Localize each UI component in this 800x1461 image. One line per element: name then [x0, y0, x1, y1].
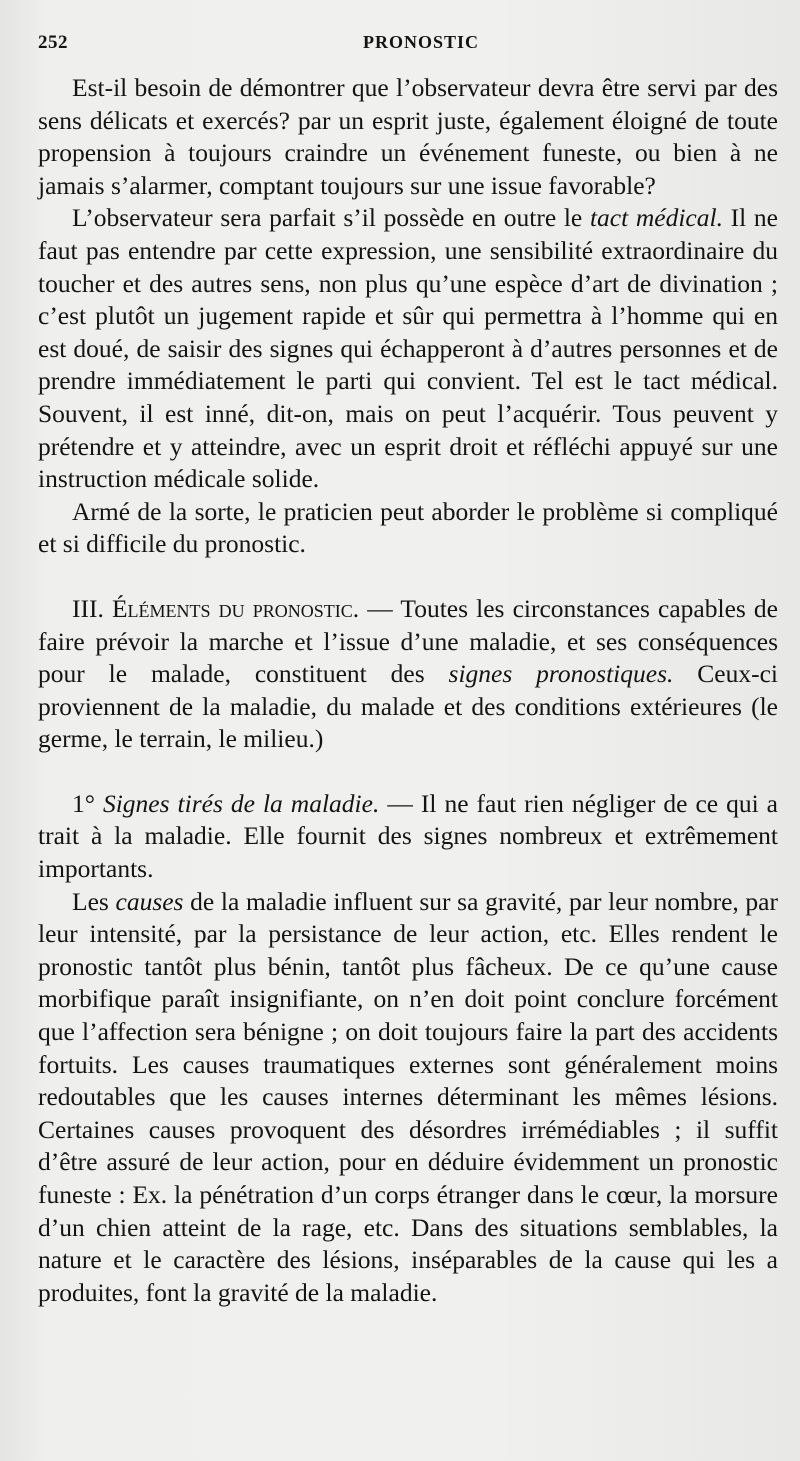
running-title: PRONOSTIC: [362, 32, 479, 52]
paragraph-text: — Il ne faut rien négliger de ce qui a trait à la maladie. Elle fournit des signes nombreux et extrêmement importants.: [38, 788, 779, 884]
body-text: [38, 72, 778, 1309]
paragraph-tact-medical: [38, 202, 778, 495]
paragraph-text: Ceux-ci proviennent de la maladie, du malade et des conditions extérieures (le germe, le terrain, le milieu.): [38, 659, 778, 754]
italic-term: signes pronostiques.: [448, 659, 674, 689]
subsection-heading: Signes tirés de la maladie.: [102, 788, 380, 818]
paragraph-causes: [38, 886, 778, 1310]
paragraph-observer-senses: Est-il besoin de démontrer que l’observateur devra être servi par des sens délicats et exercés? par un esprit juste, également éloigné de toute propension à toujours craindre un événement funeste, ou bien à ne jamais s’alarmer, comptant toujours sur une issue favorable?: [38, 73, 778, 200]
paragraph-text: L’observateur sera parfait s’il possède en outre le: [72, 203, 590, 233]
paragraph-section-iii: [38, 593, 778, 756]
running-head: [38, 32, 764, 60]
paragraph-signes-maladie: [38, 788, 778, 886]
paragraph-text: de la maladie influent sur sa gravité, par leur nombre, par leur intensité, par la persistance de leur action, etc. Elles rendent le pronostic tantôt plus bénin, tantôt plus fâcheux. De ce qu’une cause morbifique paraît insignifiante, on n’en doit point conclure forcément que l’affection sera bénigne ; on doit toujours faire la part des accidents fortuits. Les causes traumatiques externes sont généralement moins redoutables que les causes internes déterminant les mêmes lésions. Certaines causes provoquent des désordres irrémédiables ; il suffit d’être assuré de leur action, pour en déduire évidemment un pronostic funeste : Ex. la pénétration d’un corps étranger dans le cœur, la morsure d’un chien atteint de la rage, etc. Dans des situations semblables, la nature et le caractère des lésions, inséparables de la cause qui les a produites, font la gravité de la maladie.: [38, 886, 778, 1307]
page-number: 252: [38, 32, 68, 53]
italic-term: causes: [115, 886, 184, 916]
italic-term: tact médical.: [589, 203, 723, 233]
paragraph-text: Les: [72, 886, 116, 916]
section-heading: III. Éléments du pronostic.: [72, 593, 360, 623]
paragraph-text: Il ne faut pas entendre par cette expression, une sensibilité extraordinaire du toucher et des autres sens, non plus qu’une espèce d’art de divination ; c’est plutôt un jugement rapide et sûr qui permettra à l’homme qui en est doué, de saisir des signes qui échapperont à d’autres personnes et de prendre immédiatement le parti qui convient. Tel est le tact médical. Souvent, il est inné, dit-on, mais on peut l’acquérir. Tous peuvent y prétendre et y atteindre, avec un esprit droit et réfléchi appuyé sur une instruction médicale solide.: [38, 203, 778, 494]
subsection-number: 1°: [72, 788, 103, 818]
paragraph-arme: Armé de la sorte, le praticien peut aborder le problème si compliqué et si difficile du pronostic.: [38, 496, 778, 559]
paragraph-text: — Toutes les circonstances capables de faire prévoir la marche et l’issue d’une maladie, et ses conséquences pour le malade, constituent des: [38, 593, 778, 689]
